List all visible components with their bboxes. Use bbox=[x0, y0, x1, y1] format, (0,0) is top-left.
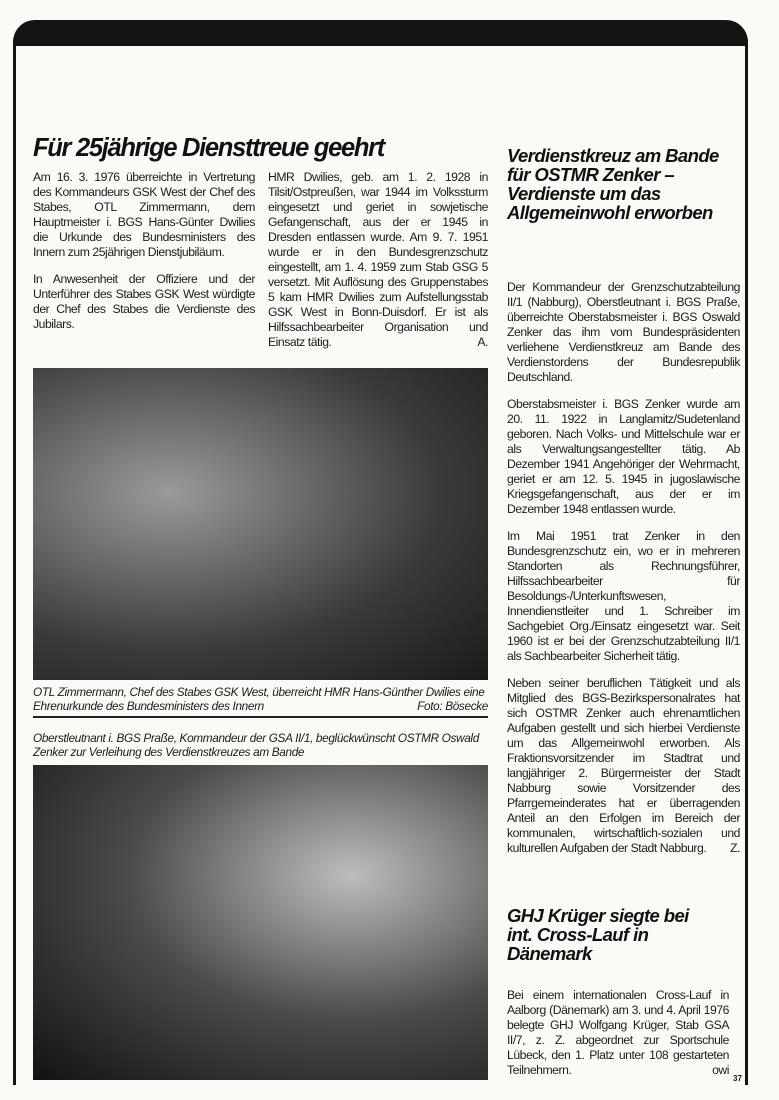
article2-author: Z. bbox=[730, 841, 740, 855]
article2-body bbox=[507, 280, 740, 868]
article1-paragraph: Am 16. 3. 1976 überreichte in Vertretung des Kommandeurs GSK West der Chef des Stabes, OTL Zimmermann, dem Hauptmeister i. BGS Hans-Günter Dwilies die Urkunde des Bundesministers des Innern zum 25jährigen Dienstjubiläum. bbox=[33, 170, 255, 259]
article1-author: A. bbox=[477, 335, 488, 349]
article2-paragraph: Im Mai 1951 trat Zenker in den Bundesgrenzschutz ein, wo er in mehreren Standorten als Rechnungsführer, Hilfssachbearbeiter für Besoldungs-/Unterkunftswesen, Innendienstleiter und 1. Schreiber im Sachgebiet Org./Einsatz eingesetzt war. Seit 1960 ist er bei der Grenzschutzabteilung II/1 als Sachbearbeiter Sicherheit tätig. bbox=[507, 529, 740, 663]
photo1-caption-text: OTL Zimmermann, Chef des Stabes GSK West, überreicht HMR Hans-Günther Dwilies eine Ehrenurkunde des Bundesministers des Innern bbox=[33, 685, 485, 713]
photo2-caption: Oberstleutnant i. BGS Praße, Kommandeur der GSA II/1, beglückwünscht OSTMR Oswald Zenker zur Verleihung des Verdienstkreuzes am Bande bbox=[33, 731, 479, 759]
article2-paragraph: Oberstabsmeister i. BGS Zenker wurde am 20. 11. 1922 in Langlamitz/Sudetenland geboren. Nach Volks- und Mittelschule war er als Verwaltungsangestellter tätig. Ab Dezember 1941 Angehöriger der Wehrmacht, geriet er am 12. 5. 1945 in jugoslawische Kriegsgefangenschaft, aus der er im Dezember 1948 entlassen wurde. bbox=[507, 397, 740, 516]
article1-column-2 bbox=[268, 170, 488, 362]
page-number: 37 bbox=[733, 1074, 742, 1083]
article3-author: owi bbox=[712, 1063, 729, 1077]
article3-body bbox=[507, 988, 729, 1090]
article1-paragraph-text: HMR Dwilies, geb. am 1. 2. 1928 in Tilsit/Ostpreußen, war 1944 im Volkssturm eingesetzt und geriet in sowjetische Gefangenschaft, aus der er 1945 in Dresden entlassen wurde. Am 9. 7. 1951 wurde er in den Bundesgrenzschutz eingestellt, am 1. 4. 1959 zum Stab GSG 5 versetzt. Mit Auflösung des Gruppenstabes 5 kam HMR Dwilies zum Aufstellungsstab GSK West in Bonn-Duisdorf. Er ist als Hilfssachbearbeiter Organisation und Einsatz tätig. bbox=[268, 170, 488, 349]
page-frame-left bbox=[13, 40, 16, 1085]
page-frame-right bbox=[745, 40, 748, 1085]
photo-certificate-handover bbox=[33, 368, 488, 680]
article1-paragraph bbox=[268, 170, 488, 350]
article2-paragraph: Der Kommandeur der Grenzschutzabteilung II/1 (Nabburg), Oberstleutnant i. BGS Praße, überreichte Oberstabsmeister i. BGS Oswald Zenker das ihm vom Bundespräsidenten verliehene Verdienstkreuz am Bande des Verdienstordens der Bundesrepublik Deutschland. bbox=[507, 280, 740, 384]
article1-column-1 bbox=[33, 170, 255, 344]
photo-congratulation bbox=[33, 765, 488, 1080]
article3-headline: GHJ Krüger siegte bei int. Cross-Lauf in Dänemark bbox=[507, 905, 689, 964]
page-frame-top bbox=[13, 20, 748, 46]
photo1-caption bbox=[33, 685, 488, 713]
article3-paragraph bbox=[507, 988, 729, 1078]
article1-paragraph: In Anwesenheit der Offiziere und der Unterführer des Stabes GSK West würdigte der Chef des Stabes die Verdienste des Jubilars. bbox=[33, 272, 255, 331]
photo1-credit: Foto: Bösecke bbox=[417, 699, 488, 713]
article2-paragraph bbox=[507, 676, 740, 856]
divider bbox=[33, 716, 488, 718]
article3-paragraph-text: Bei einem internationalen Cross-Lauf in Aalborg (Dänemark) am 3. und 4. April 1976 belegte GHJ Wolfgang Krüger, Stab GSA II/7, z. Z. abgeordnet zur Sportschule Lübeck, den 1. Platz unter 108 gestarteten Teilnehmern. bbox=[507, 988, 729, 1077]
article2-headline: Verdienstkreuz am Bande für OSTMR Zenker – Verdienste um das Allgemeinwohl erworben bbox=[507, 145, 719, 223]
article2-paragraph-text: Neben seiner beruflichen Tätigkeit und als Mitglied des BGS-Bezirkspersonalrates hat sich OSTMR Zenker auch ehrenamtlichen Aufgaben gestellt und sich hierbei Verdienste um das Allgemeinwohl erworben. Als Fraktionsvorsitzender im Stadtrat und langjähriger 2. Bürgermeister der Stadt Nabburg sowie Vorsitzender des Pfarrgemeinderates hat er überragenden Anteil an den Erfolgen im Bereich der kommunalen, wirtschaftlich-sozialen und kulturellen Aufgaben der Stadt Nabburg. bbox=[507, 676, 740, 855]
main-headline: Für 25jährige Diensttreue geehrt bbox=[33, 134, 384, 162]
